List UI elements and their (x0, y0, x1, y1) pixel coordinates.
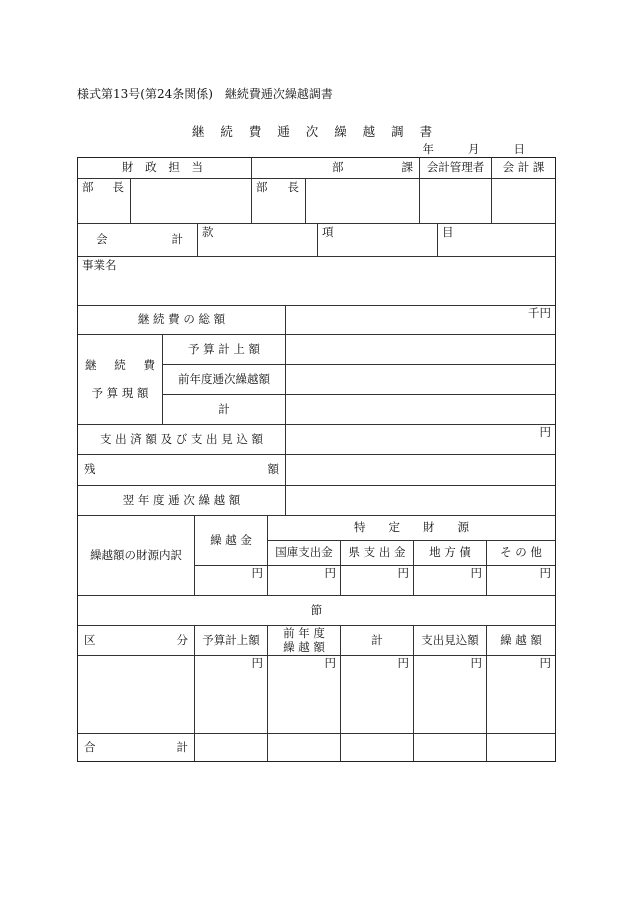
accounting-manager-stamp-box[interactable] (420, 179, 491, 223)
grand-total-field[interactable]: 千円 (528, 306, 551, 320)
section-budgeted-field[interactable]: 円 (251, 656, 263, 670)
section-subtotal-field[interactable]: 円 (397, 656, 409, 670)
national-subsidy-field[interactable]: 円 (324, 566, 336, 580)
finance-chief-label: 部 長 (82, 180, 124, 194)
department-section-header: 部 課 (332, 160, 413, 175)
section-expected-header: 支出見込額 (421, 632, 479, 647)
remainder-field[interactable] (286, 455, 555, 485)
section-expected-field[interactable]: 円 (470, 656, 482, 670)
other-source-field[interactable]: 円 (539, 566, 551, 580)
prefectural-subsidy-header: 県 支 出 金 (348, 545, 406, 560)
sum-carryover-field[interactable] (487, 734, 555, 761)
project-name-field[interactable]: 事業名 (82, 258, 117, 272)
finance-stamp-box[interactable] (131, 179, 251, 223)
kou-field[interactable]: 項 (322, 225, 334, 239)
accounting-manager-header: 会計管理者 (426, 160, 485, 175)
remainder-label: 残 額 (84, 462, 279, 477)
form-title: 継 続 費 逓 次 繰 越 調 書 (191, 124, 439, 139)
section-carryover-field[interactable]: 円 (539, 656, 551, 670)
kan-field[interactable]: 款 (202, 225, 214, 239)
prev-year-carryover-label: 前年度逓次繰越額 (178, 371, 270, 386)
sum-expected-field[interactable] (414, 734, 486, 761)
accounting-section-stamp-box[interactable] (492, 179, 555, 223)
accounting-section-header: 会 計 課 (502, 160, 545, 175)
next-year-carryover-label: 翌 年 度 逓 次 繰 越 額 (122, 492, 241, 507)
section-header: 節 (310, 602, 323, 617)
category-field[interactable] (78, 656, 194, 733)
expenditure-label: 支 出 済 額 及 び 支 出 見 込 額 (99, 431, 264, 446)
section-budgeted-header: 予算計上額 (202, 632, 260, 647)
section-prev-year-field[interactable]: 円 (324, 656, 336, 670)
specific-source-header: 特 定 財 源 (354, 520, 469, 535)
sum-prev-year-field[interactable] (268, 734, 340, 761)
moku-field[interactable]: 目 (442, 225, 454, 239)
finance-officer-header: 財 政 担 当 (122, 160, 207, 175)
local-bond-field[interactable]: 円 (470, 566, 482, 580)
grand-sum-label: 合 計 (84, 739, 188, 754)
category-header: 区 分 (84, 632, 188, 647)
date-day: 日 (513, 142, 525, 156)
budget-current-label: 継 続 費 予 算 現 額 (85, 357, 155, 400)
local-bond-header: 地 方 債 (429, 545, 471, 560)
budgeted-amount-label: 予 算 計 上 額 (187, 341, 261, 356)
national-subsidy-header: 国庫支出金 (275, 545, 333, 560)
expenditure-field[interactable]: 円 (539, 425, 551, 439)
budget-subtotal-field[interactable] (286, 395, 555, 424)
section-subtotal-header: 計 (371, 632, 383, 647)
department-chief-label: 部 長 (256, 180, 299, 194)
section-prev-year-header: 前 年 度 繰 越 額 (283, 626, 325, 654)
other-source-header: そ の 他 (500, 545, 542, 560)
account-label: 会 計 (96, 232, 183, 247)
next-year-carryover-field[interactable] (286, 486, 555, 515)
grand-total-label: 継 続 費 の 総 額 (137, 312, 226, 327)
budgeted-amount-field[interactable] (286, 335, 555, 364)
carryover-fund-label: 繰 越 金 (210, 532, 252, 547)
sum-subtotal-field[interactable] (341, 734, 413, 761)
funding-breakdown-label: 繰越額の財源内訳 (90, 547, 182, 562)
carryover-fund-field[interactable]: 円 (251, 566, 263, 580)
department-stamp-box[interactable] (306, 179, 419, 223)
date-month: 月 (468, 142, 480, 156)
date-year: 年 (422, 142, 434, 156)
section-carryover-header: 繰 越 額 (500, 632, 542, 647)
form-number: 様式第13号(第24条関係) 継続費逓次繰越調書 (77, 87, 333, 101)
budget-subtotal-label: 計 (218, 401, 230, 416)
carryover-form (77, 157, 556, 762)
prefectural-subsidy-field[interactable]: 円 (397, 566, 409, 580)
prev-year-carryover-field[interactable] (286, 365, 555, 394)
sum-budgeted-field[interactable] (195, 734, 267, 761)
date-line (423, 141, 526, 157)
